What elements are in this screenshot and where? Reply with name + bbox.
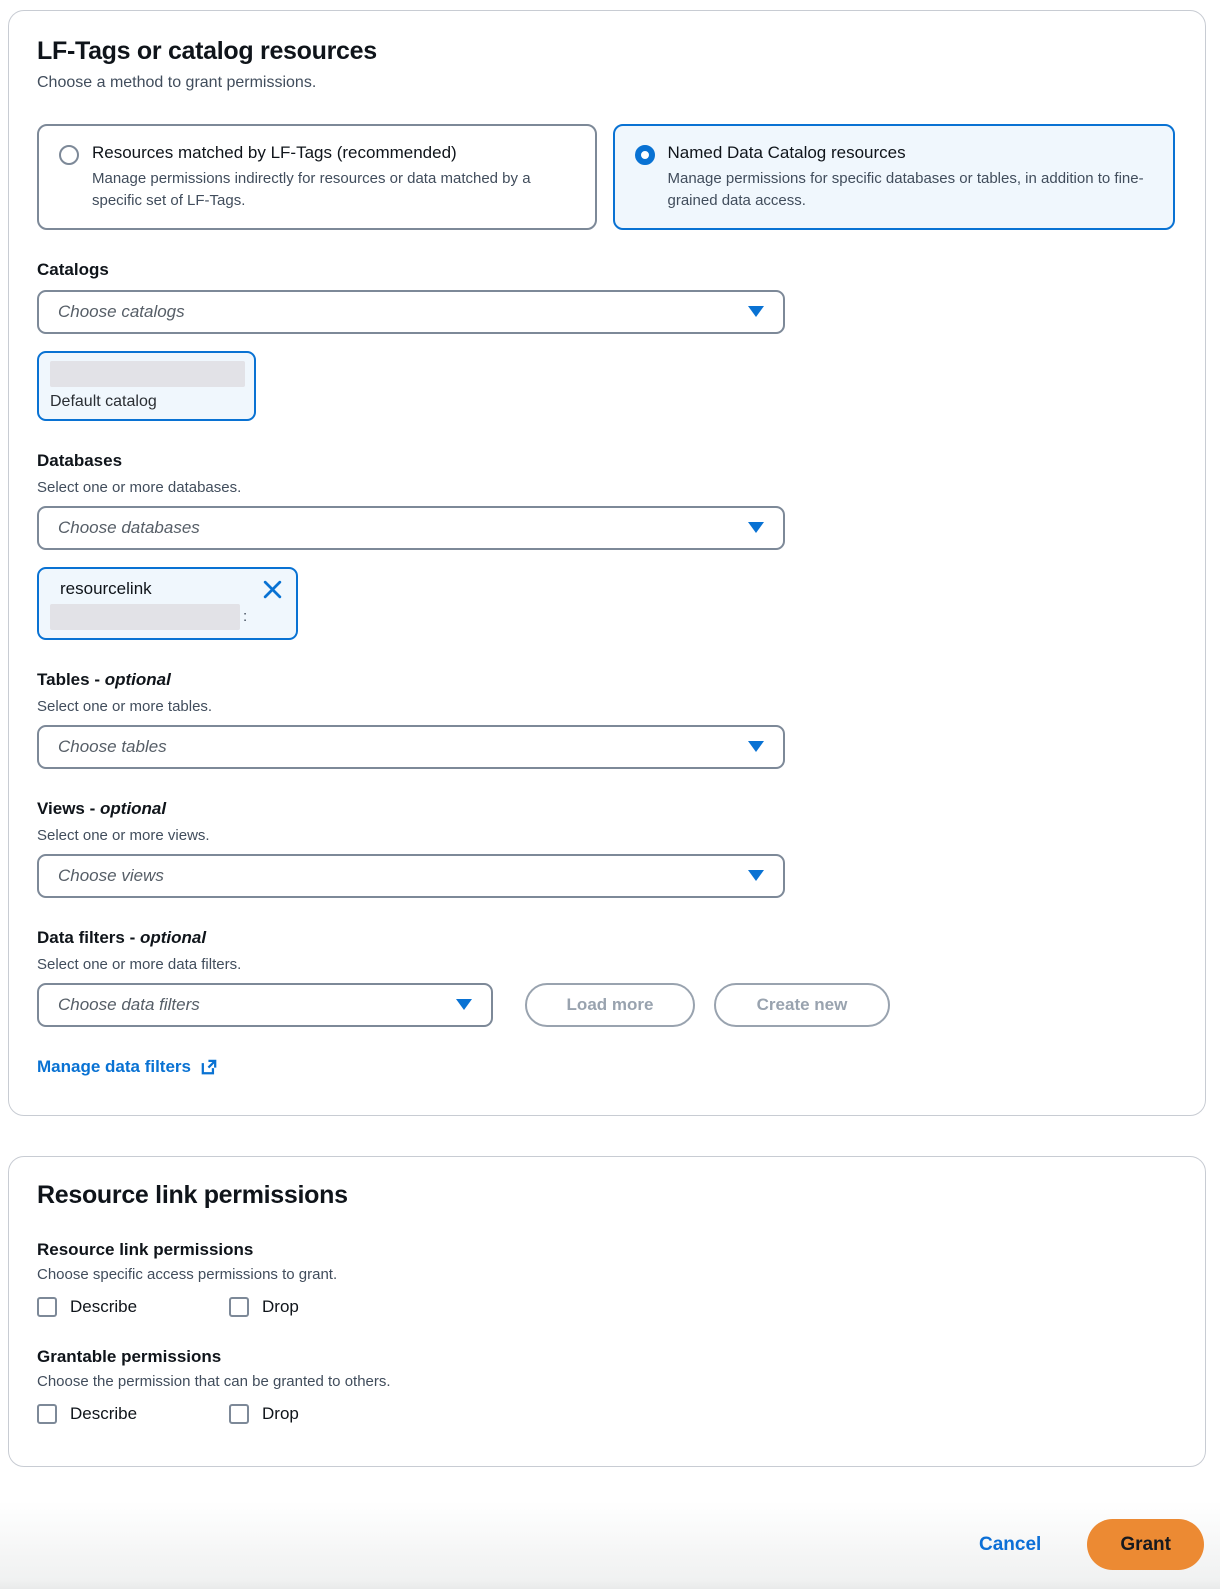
databases-description: Select one or more databases. (37, 478, 242, 496)
catalogs-label: Catalogs (37, 259, 109, 279)
section-description: Choose the permission that can be granted to others. (37, 1372, 391, 1390)
catalogs-placeholder: Choose catalogs (58, 301, 185, 321)
close-icon[interactable] (262, 579, 283, 600)
views-select[interactable] (37, 854, 785, 898)
optional-suffix: optional (139, 927, 207, 947)
databases-placeholder: Choose databases (58, 517, 200, 537)
database-token-name: resourcelink (60, 579, 152, 598)
grant-button[interactable]: Grant (1087, 1519, 1204, 1570)
lf-tags-or-catalog-resources-card (8, 10, 1206, 1116)
chevron-down-icon (456, 999, 472, 1010)
checkbox-label: Describe (70, 1403, 138, 1423)
grant-method-radio-group (37, 124, 1175, 230)
data-filters-label: Data filters - optional (37, 927, 207, 947)
databases-label: Databases (37, 450, 123, 470)
card-subtitle: Choose a method to grant permissions. (37, 74, 317, 91)
selected-database-token (37, 567, 298, 640)
views-description: Select one or more views. (37, 826, 210, 844)
resource-link-permissions-section-label: Resource link permissions (37, 1239, 254, 1259)
option-named-data-catalog-resources[interactable] (613, 124, 1176, 230)
checkbox-describe[interactable] (37, 1404, 57, 1424)
data-filters-select[interactable] (37, 983, 493, 1027)
catalog-token-caption: Default catalog (50, 392, 157, 410)
views-label: Views - optional (37, 798, 167, 818)
cancel-button[interactable]: Cancel (979, 1533, 1042, 1555)
redacted-catalog-id (50, 361, 245, 387)
checkbox-label: Describe (70, 1296, 138, 1316)
checkbox-drop[interactable] (229, 1297, 249, 1317)
manage-data-filters-link[interactable]: Manage data filters (37, 1057, 218, 1077)
option-resources-matched-by-lf-tags[interactable] (37, 124, 597, 230)
external-link-icon (200, 1058, 218, 1076)
grantable-permissions-section-label: Grantable permissions (37, 1346, 222, 1366)
permissions-checkbox-group (37, 1297, 1177, 1317)
checkbox-item-describe[interactable] (37, 1404, 229, 1424)
radio-checked-icon[interactable] (635, 145, 655, 165)
databases-select[interactable] (37, 506, 785, 550)
redacted-database-detail (50, 604, 240, 630)
checkbox-label: Drop (262, 1403, 299, 1423)
checkbox-item-drop[interactable] (229, 1297, 299, 1317)
option-label: Resources matched by LF-Tags (recommended) (92, 143, 457, 162)
load-more-button[interactable]: Load more (525, 983, 695, 1027)
catalogs-select[interactable] (37, 290, 785, 334)
tables-description: Select one or more tables. (37, 697, 213, 715)
tables-placeholder: Choose tables (58, 736, 167, 756)
database-token-suffix: : (243, 607, 248, 625)
create-new-button[interactable]: Create new (714, 983, 890, 1027)
checkbox-drop[interactable] (229, 1404, 249, 1424)
section-description: Choose specific access permissions to grant. (37, 1265, 338, 1283)
views-placeholder: Choose views (58, 865, 164, 885)
chevron-down-icon (748, 522, 764, 533)
grantable-checkbox-group (37, 1404, 1177, 1424)
resource-link-permissions-card (8, 1156, 1206, 1467)
option-description: Manage permissions for specific databases or tables, in addition to fine-grained data access. (667, 170, 1144, 209)
card-title: Resource link permissions (37, 1180, 348, 1209)
checkbox-describe[interactable] (37, 1297, 57, 1317)
chevron-down-icon (748, 306, 764, 317)
data-filters-placeholder: Choose data filters (58, 994, 200, 1014)
card-title: LF-Tags or catalog resources (37, 37, 377, 65)
tables-select[interactable] (37, 725, 785, 769)
optional-suffix: optional (104, 669, 171, 689)
radio-unchecked-icon[interactable] (59, 145, 79, 165)
data-filters-description: Select one or more data filters. (37, 955, 242, 973)
selected-catalog-token (37, 351, 256, 421)
checkbox-item-drop[interactable] (229, 1404, 299, 1424)
tables-label: Tables - optional (37, 669, 171, 689)
chevron-down-icon (748, 870, 764, 881)
option-description: Manage permissions indirectly for resources or data matched by a specific set of LF-Tags. (92, 170, 531, 209)
checkbox-item-describe[interactable] (37, 1297, 229, 1317)
option-label: Named Data Catalog resources (667, 143, 906, 162)
form-action-footer (0, 1501, 1220, 1589)
optional-suffix: optional (100, 798, 167, 818)
checkbox-label: Drop (262, 1296, 299, 1316)
chevron-down-icon (748, 741, 764, 752)
